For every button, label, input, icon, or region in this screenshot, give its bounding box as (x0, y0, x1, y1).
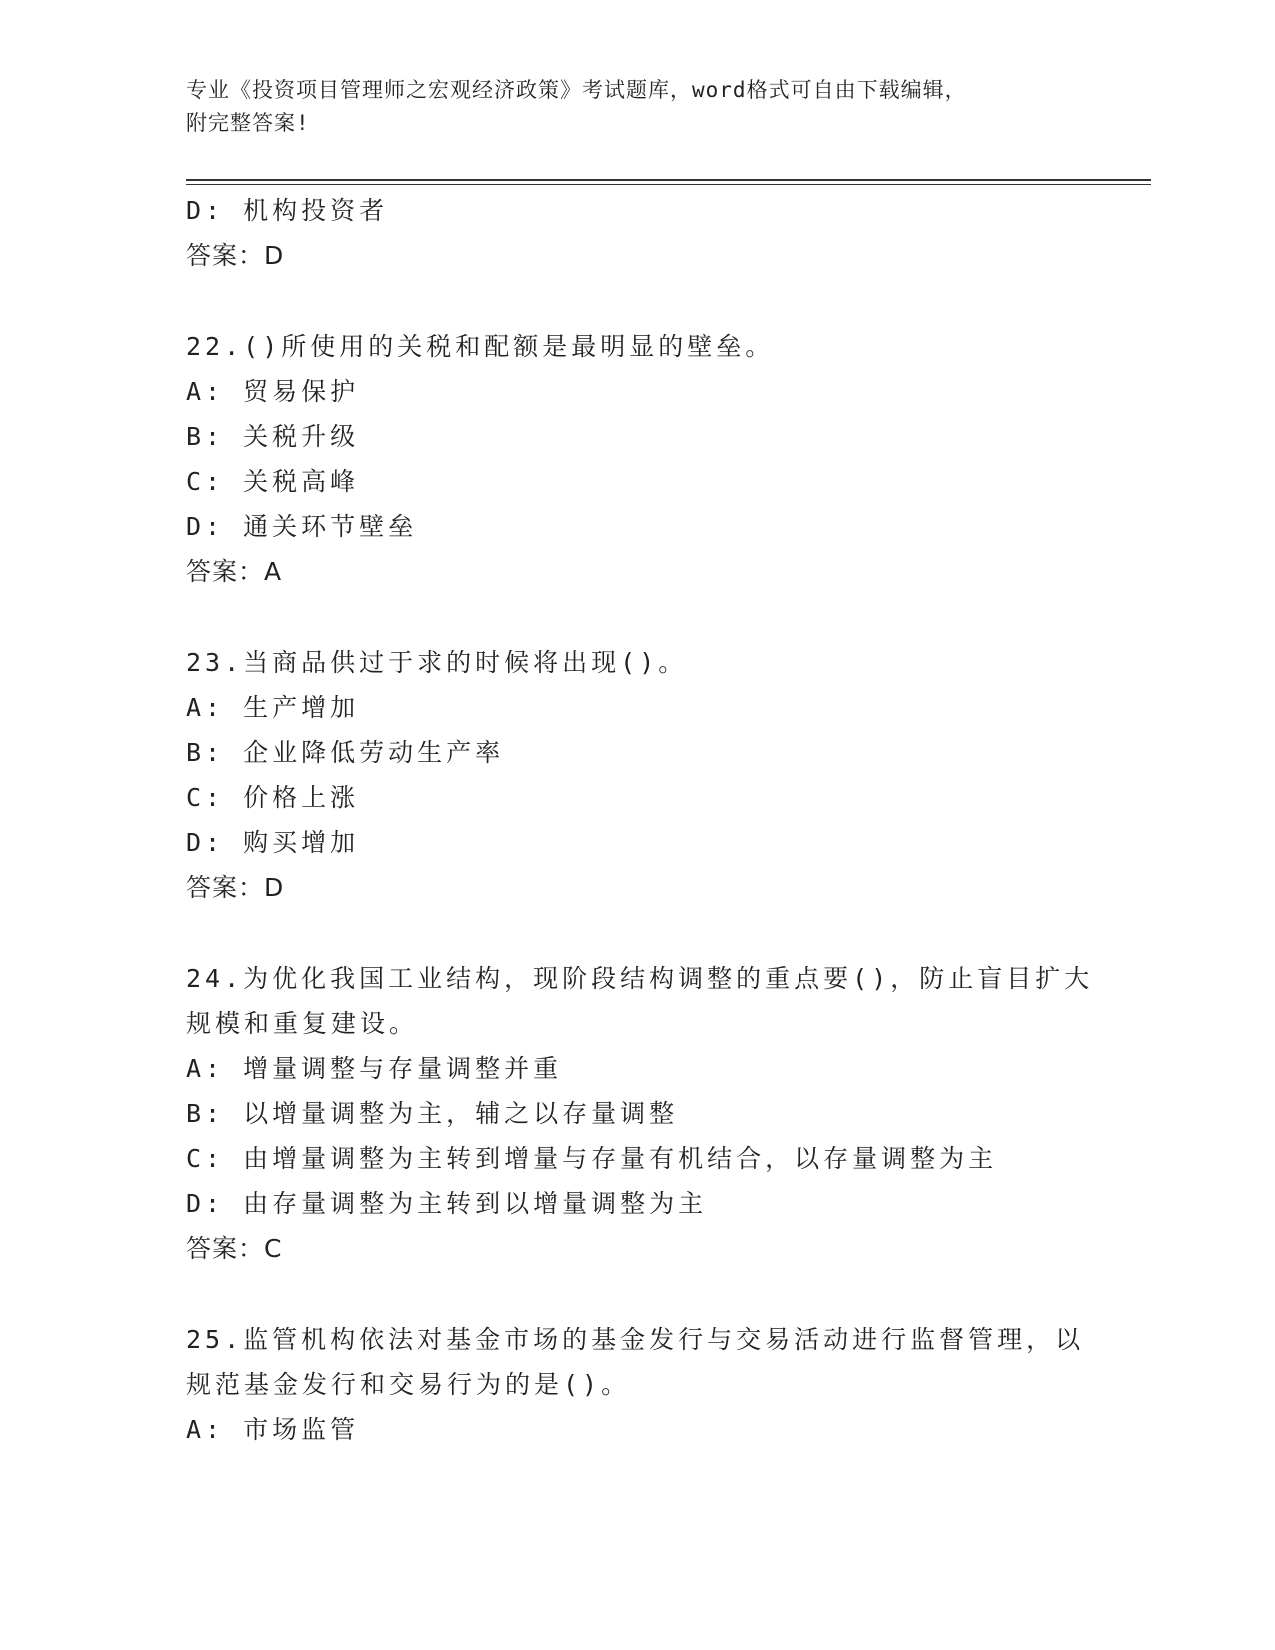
question-25 (186, 1317, 1086, 1452)
question-stem-line-1: 24.为优化我国工业结构，现阶段结构调整的重点要()，防止盲目扩大 (186, 964, 1094, 993)
header-divider-thin (186, 184, 1151, 185)
spacer (186, 1271, 1086, 1317)
question-answer: 答案：D (186, 873, 285, 902)
option-b: B: 关税升级 (186, 422, 360, 451)
header-intro-line-2: 附完整答案! (186, 111, 310, 135)
question-answer: 答案：C (186, 1234, 283, 1263)
option-c: C: 关税高峰 (186, 467, 360, 496)
header-intro-line-1: 专业《投资项目管理师之宏观经济政策》考试题库，word格式可自由下载编辑， (186, 78, 967, 102)
option-a: A: 生产增加 (186, 693, 360, 722)
spacer (186, 594, 1086, 640)
spacer (186, 910, 1086, 956)
question-answer: 答案：A (186, 557, 283, 586)
document-header (186, 74, 1086, 140)
question-stem-line-2: 规范基金发行和交易行为的是()。 (186, 1370, 631, 1399)
question-23 (186, 640, 1086, 910)
carryover-option-d: D: 机构投资者 (186, 196, 389, 225)
option-c: C: 由增量调整为主转到增量与存量有机结合，以存量调整为主 (186, 1144, 998, 1173)
option-b: B: 以增量调整为主，辅之以存量调整 (186, 1099, 679, 1128)
question-stem-line-2: 规模和重复建设。 (186, 1009, 419, 1038)
option-d: D: 购买增加 (186, 828, 360, 857)
carryover-answer: 答案：D (186, 241, 285, 270)
question-stem: 23.当商品供过于求的时候将出现()。 (186, 648, 688, 677)
option-d: D: 由存量调整为主转到以增量调整为主 (186, 1189, 708, 1218)
question-22 (186, 324, 1086, 594)
option-d: D: 通关环节壁垒 (186, 512, 418, 541)
option-c: C: 价格上涨 (186, 783, 360, 812)
spacer (186, 278, 1086, 324)
option-a: A: 增量调整与存量调整并重 (186, 1054, 563, 1083)
question-stem: 22.()所使用的关税和配额是最明显的壁垒。 (186, 332, 775, 361)
header-divider-thick (186, 179, 1151, 181)
question-24 (186, 956, 1094, 1271)
option-a: A: 贸易保护 (186, 377, 360, 406)
option-a: A: 市场监管 (186, 1415, 360, 1444)
question-list (186, 188, 1094, 1452)
option-b: B: 企业降低劳动生产率 (186, 738, 505, 767)
question-stem-line-1: 25.监管机构依法对基金市场的基金发行与交易活动进行监督管理，以 (186, 1325, 1085, 1354)
